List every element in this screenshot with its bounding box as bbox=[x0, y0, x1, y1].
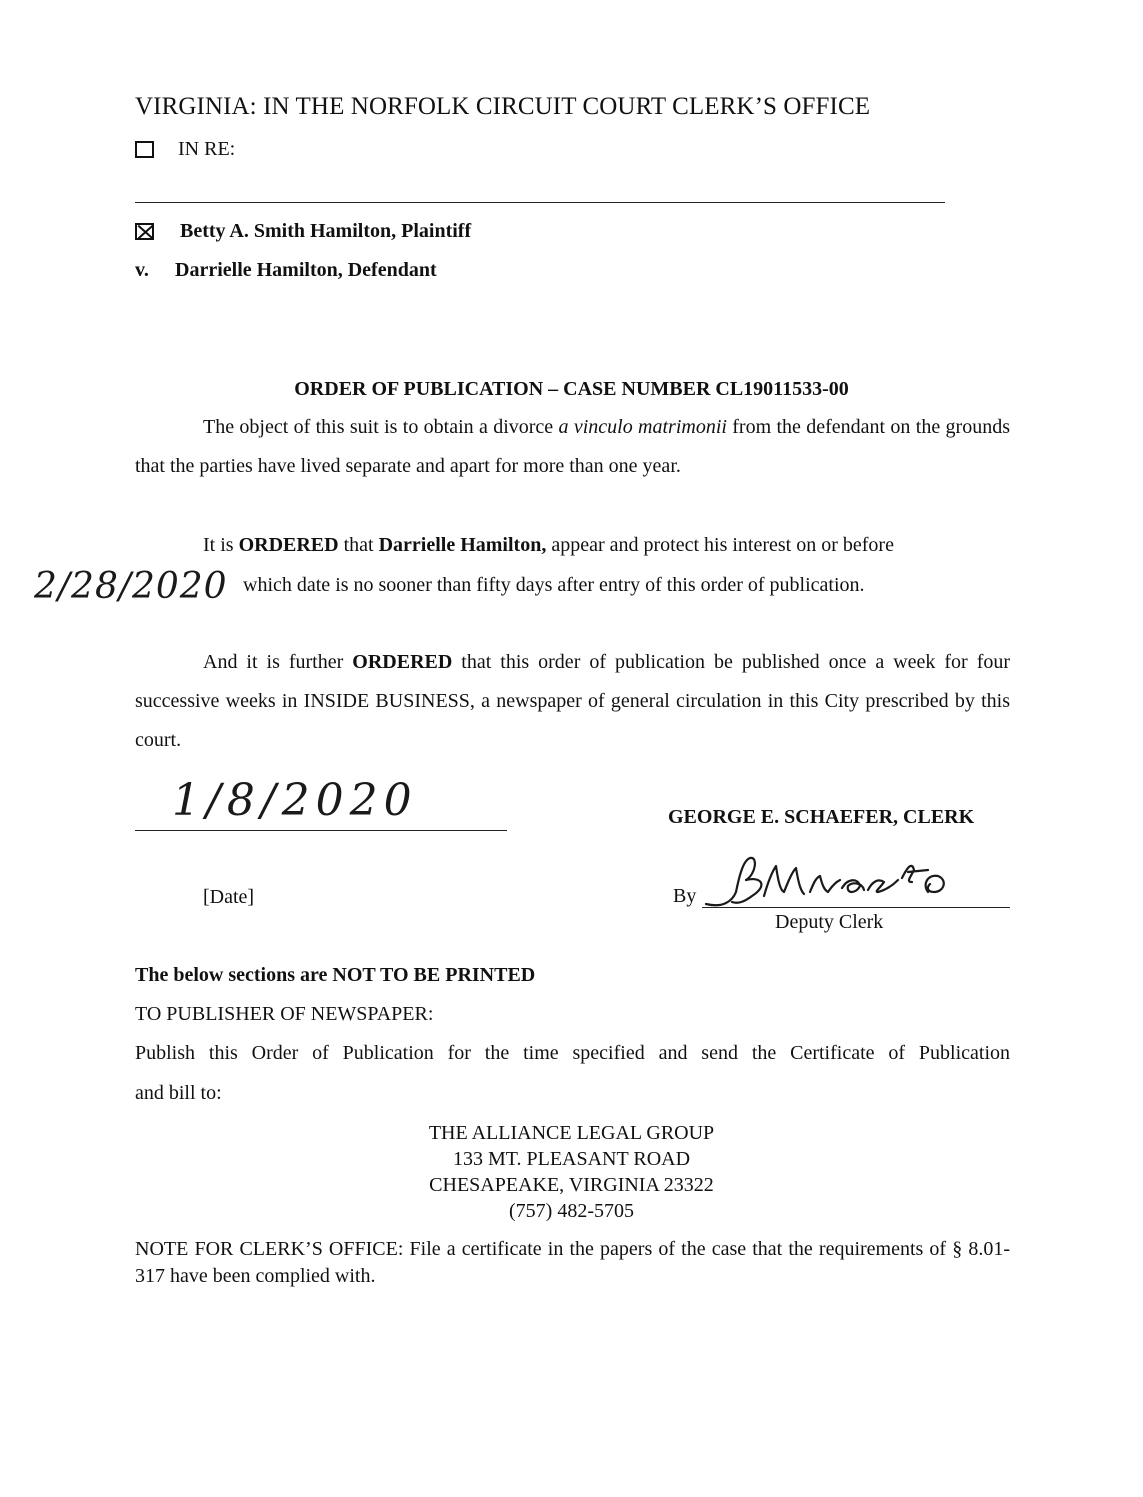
address-line-2: 133 MT. PLEASANT ROAD bbox=[452, 1148, 691, 1170]
court-heading: VIRGINIA: IN THE NORFOLK CIRCUIT COURT CLERK’S OFFICE bbox=[135, 93, 871, 120]
handwritten-entry-date: 1/8/2020 bbox=[172, 775, 418, 826]
plaintiff-row bbox=[135, 220, 471, 243]
address-line-1: THE ALLIANCE LEGAL GROUP bbox=[428, 1122, 715, 1144]
versus-label: v. bbox=[135, 259, 149, 281]
object-paragraph bbox=[135, 408, 1010, 486]
object-text-latin: a vinculo matrimonii bbox=[558, 416, 727, 438]
publisher-instruction-continued: and bill to: bbox=[135, 1082, 222, 1104]
clerk-note: NOTE FOR CLERK’S OFFICE: File a certificate in the papers of the case that the requirements of § 8.01-317 have been complied with. bbox=[135, 1238, 1010, 1287]
ordered-defendant-name: Darrielle Hamilton, bbox=[378, 534, 547, 556]
defendant-row bbox=[135, 259, 437, 282]
ordered-keyword: ORDERED bbox=[238, 534, 339, 556]
address-line-4: (757) 482-5705 bbox=[509, 1200, 634, 1222]
not-printed-text-a: The below sections are bbox=[135, 964, 333, 986]
deputy-signature-line bbox=[702, 907, 1010, 908]
clerk-name: GEORGE E. SCHAEFER, CLERK bbox=[668, 806, 975, 828]
ordered-text-a: It is bbox=[203, 534, 239, 556]
date-label: [Date] bbox=[203, 886, 255, 908]
handwritten-appear-date: 2/28/2020 bbox=[34, 566, 228, 607]
publication-paragraph bbox=[135, 643, 1010, 760]
deputy-clerk-signature bbox=[702, 852, 972, 912]
by-label: By bbox=[673, 885, 697, 907]
billing-address bbox=[0, 1120, 1143, 1224]
object-text-a: The object of this suit is to obtain a divorce bbox=[203, 416, 559, 438]
date-signature-line bbox=[135, 830, 507, 831]
ordered-text-d: which date is no sooner than fifty days after entry of this order of publication. bbox=[243, 574, 865, 596]
caption-divider bbox=[135, 202, 945, 203]
in-re-row bbox=[135, 138, 235, 161]
object-text-b: from the defendant on the grounds that the parties have lived separate and apart for more than one year. bbox=[135, 416, 1010, 477]
ordered-text-c: appear and protect his interest on or before bbox=[546, 534, 894, 556]
publication-keyword: ORDERED bbox=[352, 651, 453, 673]
publication-text-a: And it is further bbox=[203, 651, 353, 673]
ordered-text-b: that bbox=[338, 534, 379, 556]
address-line-3: CHESAPEAKE, VIRGINIA 23322 bbox=[429, 1174, 714, 1196]
to-publisher-label: TO PUBLISHER OF NEWSPAPER: bbox=[135, 1003, 434, 1025]
not-printed-heading bbox=[135, 964, 535, 987]
deputy-clerk-label: Deputy Clerk bbox=[775, 911, 884, 933]
in-re-label: IN RE: bbox=[178, 138, 236, 160]
ordered-paragraph bbox=[135, 526, 1010, 565]
not-printed-text-b: NOT TO BE PRINTED bbox=[332, 964, 536, 986]
publisher-instruction: Publish this Order of Publication for the time specified and send the Certificate of Publication bbox=[135, 1042, 1010, 1064]
in-re-checkbox bbox=[135, 141, 154, 158]
order-title: ORDER OF PUBLICATION – CASE NUMBER CL19011533-00 bbox=[294, 378, 849, 400]
plaintiff-checkbox bbox=[135, 223, 154, 240]
publication-text-b: that this order of publication be published once a week for four successive weeks in INSIDE BUSINESS, a newspaper of general circulation in this City prescribed by this court. bbox=[135, 651, 1011, 751]
defendant-name: Darrielle Hamilton, Defendant bbox=[175, 259, 437, 281]
plaintiff-name: Betty A. Smith Hamilton, Plaintiff bbox=[180, 220, 472, 242]
